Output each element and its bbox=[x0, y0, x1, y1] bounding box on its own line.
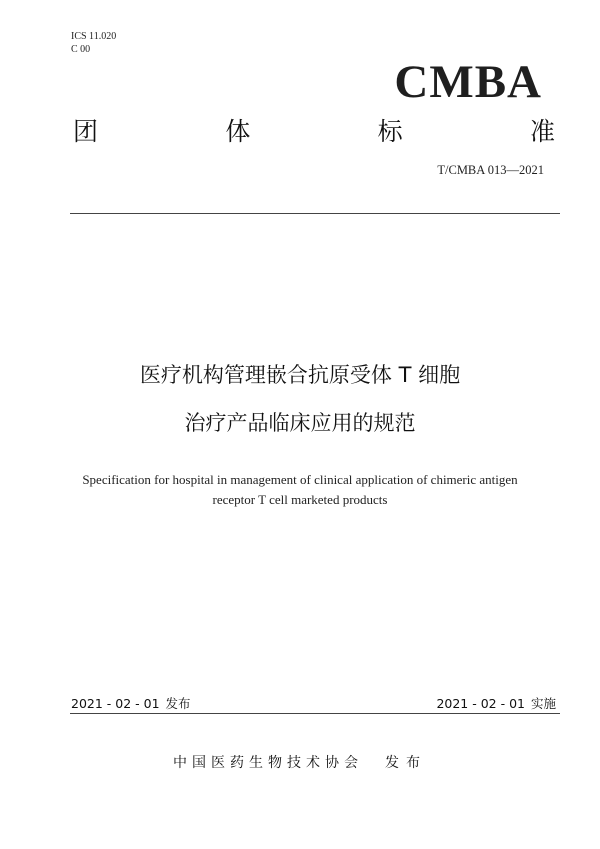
implement-date bbox=[436, 694, 556, 712]
publisher bbox=[0, 752, 600, 772]
publish-label: 发布 bbox=[165, 696, 191, 711]
implement-label: 实施 bbox=[530, 696, 556, 711]
standard-type-char: 团 bbox=[73, 117, 99, 146]
publish-date bbox=[71, 694, 191, 712]
brand-logo: CMBA bbox=[394, 56, 542, 108]
english-title-line-2: receptor T cell marketed products bbox=[212, 492, 388, 507]
standard-type-char: 标 bbox=[377, 117, 403, 146]
classification-block bbox=[71, 30, 116, 56]
ccs-code: C 00 bbox=[71, 44, 91, 55]
chinese-title-line-1: 医疗机构管理嵌合抗原受体 T 细胞 bbox=[139, 363, 461, 387]
implement-date-value: 2021 - 02 - 01 bbox=[436, 696, 525, 711]
standard-type-char: 准 bbox=[529, 117, 555, 146]
publisher-action: 发布 bbox=[385, 755, 427, 771]
standard-type bbox=[73, 116, 555, 148]
chinese-title-line-2: 治疗产品临床应用的规范 bbox=[184, 411, 416, 435]
footer-divider bbox=[70, 713, 560, 714]
standard-code: T/CMBA 013—2021 bbox=[437, 163, 544, 177]
publish-date-value: 2021 - 02 - 01 bbox=[71, 696, 160, 711]
standard-type-char: 体 bbox=[225, 117, 251, 146]
publisher-organization: 中国医药生物技术协会 bbox=[173, 755, 363, 771]
ics-code: ICS 11.020 bbox=[71, 31, 117, 42]
header-divider bbox=[70, 213, 560, 214]
english-title-line-1: Specification for hospital in management of clinical application of chimeric antigen bbox=[82, 472, 518, 487]
